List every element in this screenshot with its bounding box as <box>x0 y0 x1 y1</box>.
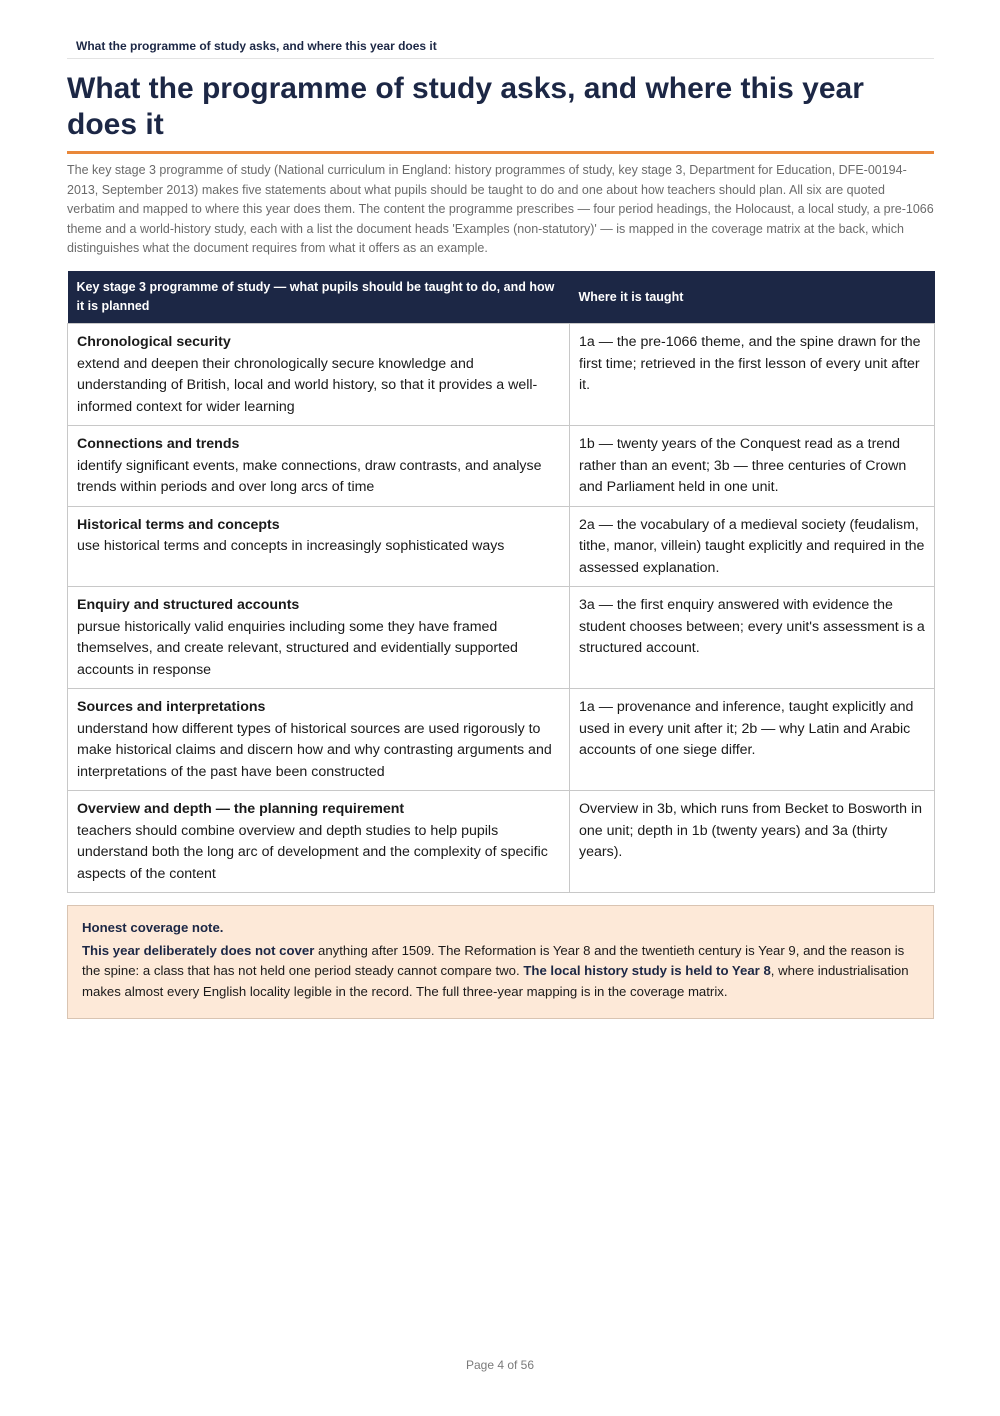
requirement-cell <box>68 587 570 689</box>
where-taught-cell: Overview in 3b, which runs from Becket to Bosworth in one unit; depth in 1b (twenty years) and 3a (thirty years). <box>570 791 935 893</box>
page-number: Page 4 of 56 <box>465 1358 535 1372</box>
running-head: What the programme of study asks, and where this year does it <box>67 38 934 59</box>
requirement-title: Enquiry and structured accounts <box>77 597 300 613</box>
requirement-title: Historical terms and concepts <box>77 516 280 533</box>
table-header-row <box>68 271 935 324</box>
coverage-note <box>67 905 934 1019</box>
column-header-requirement: Key stage 3 programme of study — what pupils should be taught to do, and how it is planned <box>68 271 570 324</box>
column-header-where-taught: Where it is taught <box>570 271 935 324</box>
coverage-note-text-2: , where industrialisation makes almost every English locality legible in the record. The full three-year mapping is in the coverage matrix. <box>82 963 909 999</box>
requirement-text: teachers should combine overview and depth studies to help pupils understand both the long arc of development and the complexity of specific aspects of the content <box>77 822 548 882</box>
page-title: What the programme of study asks, and where this year does it <box>67 71 934 154</box>
page <box>67 0 934 1019</box>
coverage-note-body <box>82 941 919 1003</box>
requirement-text: identify significant events, make connections, draw contrasts, and analyse trends within periods and over long arcs of time <box>77 457 542 495</box>
where-taught-cell: 1a — provenance and inference, taught explicitly and used in every unit after it; 2b — why Latin and Arabic accounts of one siege differ. <box>570 689 935 791</box>
table-row <box>68 791 935 893</box>
where-taught-cell: 1b — twenty years of the Conquest read as a trend rather than an event; 3b — three centuries of Crown and Parliament held in one unit. <box>570 426 935 507</box>
where-taught-cell: 1a — the pre-1066 theme, and the spine drawn for the first time; retrieved in the first lesson of every unit after it. <box>570 324 935 426</box>
requirement-title: Overview and depth — the planning requirement <box>77 801 405 817</box>
requirement-text: use historical terms and concepts in increasingly sophisticated ways <box>77 538 505 554</box>
requirement-title: Chronological security <box>77 334 231 350</box>
table-row <box>68 506 935 587</box>
where-taught-cell: 2a — the vocabulary of a medieval society (feudalism, tithe, manor, villein) taught explicitly and required in the assessed explanation. <box>570 506 935 587</box>
table-row <box>68 324 935 426</box>
where-taught-cell: 3a — the first enquiry answered with evidence the student chooses between; every unit's assessment is a structured account. <box>570 587 935 689</box>
programme-of-study-table <box>67 271 935 893</box>
coverage-note-emphasis-2: The local history study is held to Year 8 <box>523 963 771 978</box>
table-row <box>68 587 935 689</box>
coverage-note-emphasis-1: This year deliberately does not cover <box>82 942 315 958</box>
requirement-text: pursue historically valid enquiries including some they have framed themselves, and create relevant, structured and evidentially supported accounts in response <box>77 618 518 678</box>
requirement-cell <box>68 506 570 587</box>
table-row <box>68 426 935 507</box>
requirement-title: Sources and interpretations <box>77 699 266 715</box>
coverage-note-title: Honest coverage note. <box>82 920 224 935</box>
requirement-cell <box>68 791 570 893</box>
table-row <box>68 689 935 791</box>
requirement-cell <box>68 689 570 791</box>
requirement-title: Connections and trends <box>77 436 240 452</box>
requirement-cell <box>68 426 570 507</box>
intro-paragraph: The key stage 3 programme of study (National curriculum in England: history programmes of study, key stage 3, Department for Education, DFE-00194-2013, September 2013) makes five statements about what pupils should be taught to do and one about how teachers should plan. All six are quoted verbatim and mapped to where this year does them. The content the programme prescribes — four period headings, the Holocaust, a local study, a pre-1066 theme and a world-history study, each with a list the document heads 'Examples (non-statutory)' — is mapped in the coverage matrix at the back, which distinguishes what the document requires from what it offers as an example. <box>67 163 934 255</box>
requirement-cell <box>68 324 570 426</box>
requirement-text: understand how different types of historical sources are used rigorously to make historical claims and discern how and why contrasting arguments and interpretations of the past have been constructed <box>77 720 552 780</box>
coverage-note-text-1: anything after 1509. The Reformation is Year 8 and the twentieth century is Year 9, and the reason is the spine: a class that has not held one period steady cannot compare two. <box>82 942 905 978</box>
requirement-text: extend and deepen their chronologically secure knowledge and understanding of British, local and world history, so that it provides a well-informed context for wider learning <box>77 355 538 415</box>
